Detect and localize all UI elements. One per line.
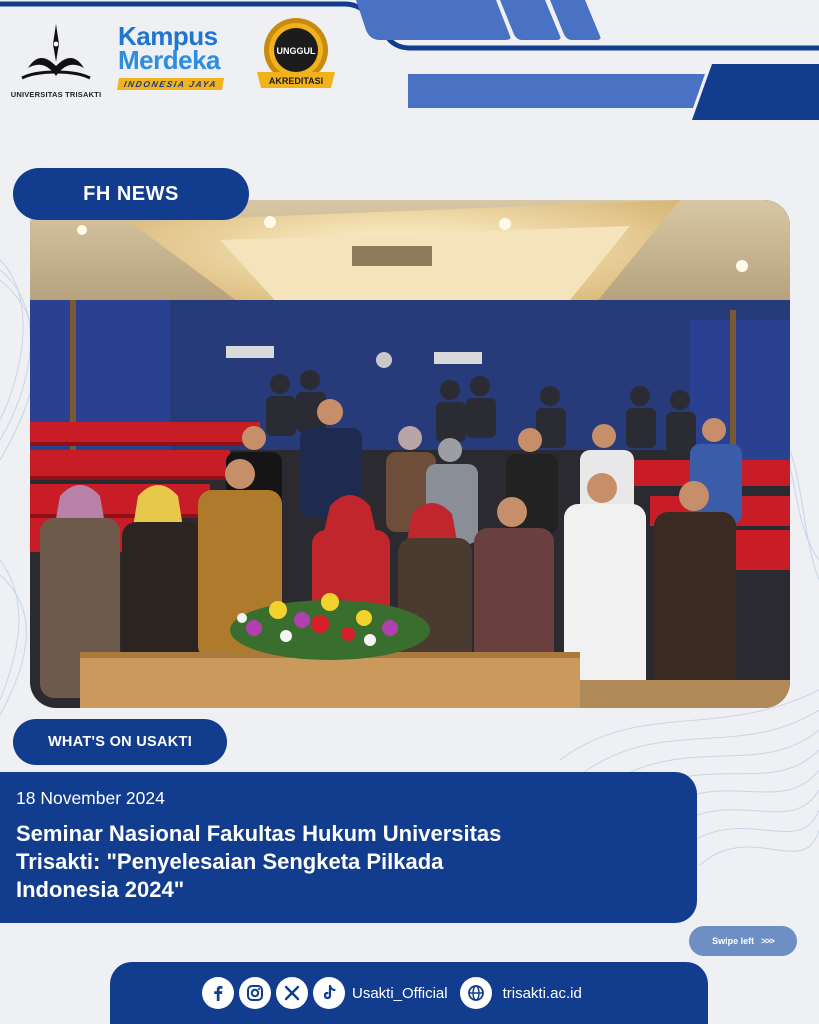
- kampus-merdeka-line1: Kampus: [118, 21, 218, 51]
- badge-top-text: UNGGUL: [276, 46, 316, 56]
- chevrons-right-icon: >>>: [761, 936, 774, 946]
- badge-bottom-text: AKREDITASI: [268, 76, 324, 86]
- footer-social-bar: [110, 962, 708, 1024]
- unggul-akreditasi-badge-icon: [255, 14, 337, 96]
- trisakti-emblem-icon: [18, 22, 94, 86]
- globe-icon[interactable]: [460, 977, 492, 1009]
- university-caption: UNIVERSITAS TRISAKTI: [10, 90, 102, 99]
- swipe-left-button[interactable]: [689, 926, 797, 956]
- swipe-left-label: Swipe left: [712, 936, 755, 946]
- article-title: [16, 820, 681, 904]
- article-title-line-1: Seminar Nasional Fakultas Hukum Universitas: [16, 821, 502, 846]
- kampus-merdeka-line2: Merdeka: [118, 45, 220, 75]
- tiktok-icon[interactable]: [313, 977, 345, 1009]
- section-label-whats-on: WHAT'S ON USAKTI: [13, 719, 227, 765]
- trisakti-logo: [10, 22, 102, 99]
- website-link[interactable]: trisakti.ac.id: [502, 984, 582, 1002]
- article-info-card: [0, 772, 697, 923]
- facebook-icon[interactable]: [202, 977, 234, 1009]
- kampus-merdeka-line3: INDONESIA JAYA: [117, 78, 224, 90]
- group-photo: [30, 200, 790, 708]
- x-icon[interactable]: [276, 977, 308, 1009]
- article-date: 18 November 2024: [16, 788, 165, 808]
- section-label-fh-news: FH NEWS: [13, 168, 249, 220]
- social-handle[interactable]: Usakti_Official: [352, 984, 448, 1002]
- kampus-merdeka-logo: [118, 21, 252, 91]
- instagram-icon[interactable]: [239, 977, 271, 1009]
- article-title-line-2: Trisakti: "Penyelesaian Sengketa Pilkada: [16, 849, 444, 874]
- article-title-line-3: Indonesia 2024": [16, 877, 185, 902]
